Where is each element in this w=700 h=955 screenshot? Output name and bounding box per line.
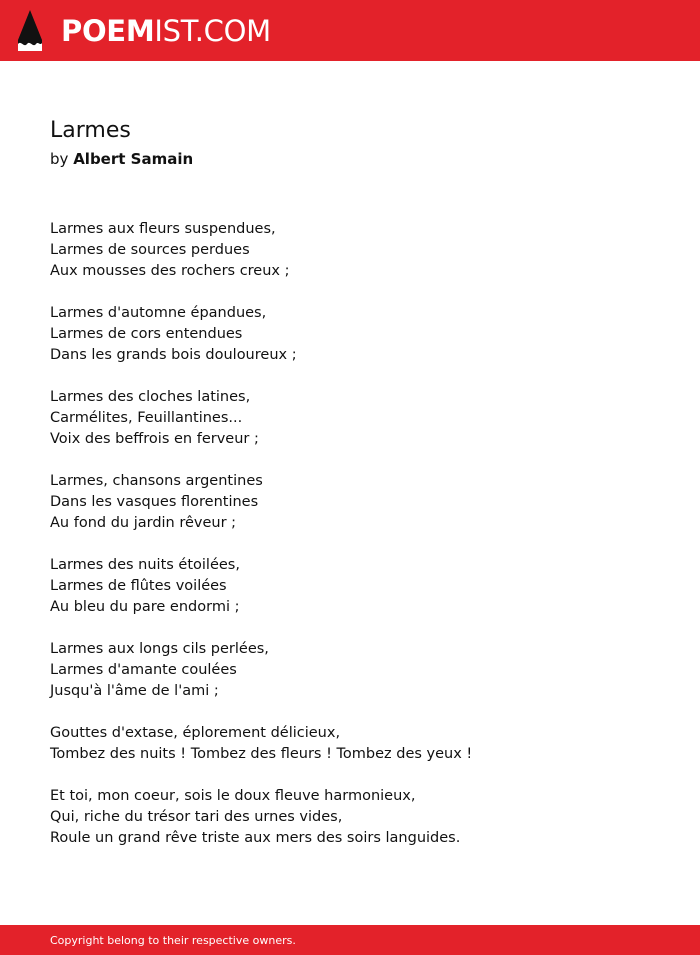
site-footer [0,925,700,955]
poem-line: Qui, riche du trésor tari des urnes vides, [50,809,343,825]
poem-line: Jusqu'à l'âme de l'ami ; [50,683,219,699]
poem-line: Gouttes d'extase, éplorement délicieux, [50,725,341,741]
poem-line: Dans les vasques florentines [50,494,259,510]
poem-stanza [50,387,670,450]
poem-line: Larmes aux longs cils perlées, [50,641,269,657]
poem-title: Larmes [50,118,131,143]
poem-line: Larmes de sources perdues [50,242,250,258]
site-logo[interactable] [61,11,271,51]
poem-line: Larmes aux fleurs suspendues, [50,221,276,237]
byline-prefix: by [50,150,69,168]
author-name: Albert Samain [73,150,194,168]
poem-line: Dans les grands bois douloureux ; [50,347,297,363]
logo-bold-text: POEM [61,14,155,48]
poem-line: Au fond du jardin rêveur ; [50,515,237,531]
poem-line: Roule un grand rêve triste aux mers des soirs languides. [50,830,461,846]
poem-line: Larmes des nuits étoilées, [50,557,240,573]
poem-stanza [50,639,670,702]
poem-stanza [50,723,670,765]
poem-line: Et toi, mon coeur, sois le doux fleuve harmonieux, [50,788,416,804]
poem-stanza [50,471,670,534]
poem-line: Aux mousses des rochers creux ; [50,263,290,279]
poem-line: Tombez des nuits ! Tombez des fleurs ! Tombez des yeux ! [50,746,473,762]
byline [50,149,193,169]
poem-stanza [50,555,670,618]
logo-light-text: IST.COM [154,14,271,48]
pencil-icon[interactable] [18,10,42,51]
poem-line: Larmes d'automne épandues, [50,305,267,321]
poem-stanza [50,786,670,849]
poem-stanza [50,219,670,282]
poem-line: Au bleu du pare endormi ; [50,599,240,615]
site-header [0,0,700,61]
poem-line: Larmes de flûtes voilées [50,578,227,594]
poem-line: Carmélites, Feuillantines... [50,410,243,426]
poem-stanza [50,303,670,366]
poem-line: Larmes des cloches latines, [50,389,251,405]
poem-line: Larmes d'amante coulées [50,662,237,678]
poem-line: Larmes de cors entendues [50,326,243,342]
poem-line: Larmes, chansons argentines [50,473,263,489]
poem-body [50,219,670,870]
poem-line: Voix des beffrois en ferveur ; [50,431,259,447]
copyright-notice: Copyright belong to their respective owners. [50,934,296,947]
